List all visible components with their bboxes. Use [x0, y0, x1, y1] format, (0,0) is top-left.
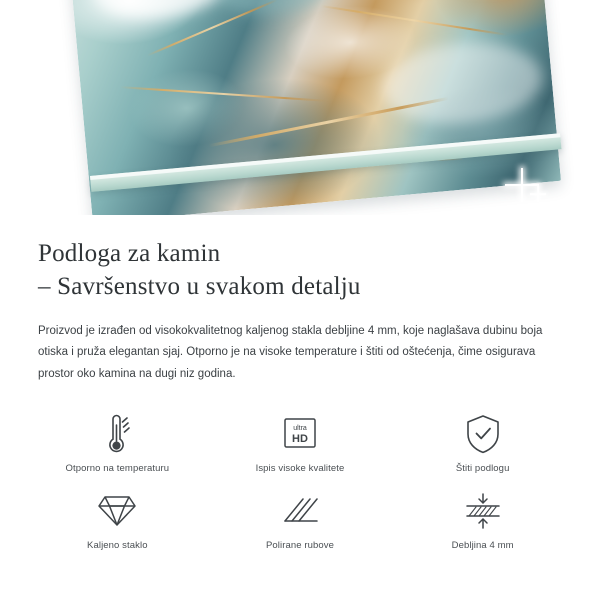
svg-text:HD: HD: [292, 432, 308, 445]
page-title: [38, 237, 562, 303]
feature-item-temperature: [29, 411, 205, 474]
feature-label: Ispis visoke kvalitete: [255, 462, 345, 474]
headline-line-2: – Savršenstvo u svakom detalju: [38, 273, 361, 300]
feature-grid: [0, 411, 600, 551]
hero-image: [0, 0, 600, 215]
ultra-hd-icon: [278, 411, 322, 457]
feature-label: Kaljeno staklo: [87, 539, 148, 551]
feature-item-polished-edges: [212, 488, 388, 551]
thickness-icon: [462, 488, 504, 534]
feature-item-protects-surface: [395, 411, 571, 474]
feature-label: Otporno na temperaturu: [65, 462, 170, 474]
hero-image-inner: [0, 0, 600, 215]
feature-label: Štiti podlogu: [455, 462, 510, 474]
feature-label: Debljina 4 mm: [451, 539, 514, 551]
diamond-icon: [95, 488, 139, 534]
feature-item-thickness: [395, 488, 571, 551]
svg-text:ultra: ultra: [293, 424, 307, 432]
content-block: [0, 215, 600, 385]
headline-line-1: Podloga za kamin: [38, 240, 221, 267]
polished-edges-icon: [279, 488, 321, 534]
thermometer-icon: [100, 411, 134, 457]
feature-label: Polirane rubove: [265, 539, 334, 551]
sparkle-icon: [530, 186, 546, 202]
feature-item-print-quality: [212, 411, 388, 474]
description-paragraph: Proizvod je izrađen od visokokvalitetnog kaljenog stakla debljine 4 mm, koje naglašava dubinu boja otiska i pruža elegantan sjaj. Otporno je na visoke temperature i štiti od oštećenja, čime osigurava prostor oko kamina na dugi niz godina.: [38, 325, 543, 380]
feature-item-tempered-glass: [29, 488, 205, 551]
shield-check-icon: [463, 411, 503, 457]
